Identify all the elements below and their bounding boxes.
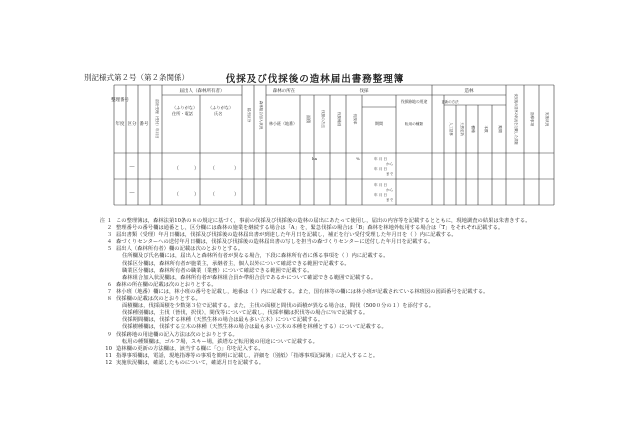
note-item — [90, 353, 565, 360]
row-paren-r: ） — [234, 166, 240, 172]
hdr-tenyo: 転用の種類 — [405, 122, 423, 126]
hdr-bassai: 伐採 — [359, 89, 369, 94]
row-to: 年 月 日 — [374, 167, 388, 171]
note-text: 伐採区分欄は，森林所有者が施業主，承継者主，個人以外について確認できる範囲で記載する。 — [122, 260, 350, 267]
note-number: ８ — [106, 296, 112, 303]
note-item — [90, 332, 565, 339]
note-number: ６ — [106, 281, 112, 288]
row-from: 年 月 日 — [374, 183, 388, 187]
note-item — [90, 268, 565, 275]
hdr-zorin-kikan: 期間 — [498, 125, 502, 133]
column-lines — [126, 85, 539, 205]
hdr-rinshohan: 林小班（地番） — [269, 121, 297, 126]
hdr-honsu: 本数 — [484, 125, 488, 133]
note-item — [90, 275, 565, 282]
hdr-furigana-2: （ふりがな） — [208, 105, 234, 110]
note-text: 住所欄及び氏名欄には，届出人と森林所有者が異なる場合，下段に森林所有者に係る事項を（ ）内に記載する。 — [122, 253, 389, 260]
note-text: 林小班（地番）欄には，林小班の番号を記載し，地番は（ ）内に記載する。また，国有林等の欄には林小班が記載されている林班図の図面番号を記載する。 — [116, 288, 489, 295]
row-dash: ― — [129, 164, 135, 170]
row-kara: から — [386, 188, 394, 192]
table-row — [130, 156, 394, 176]
hdr-jinko: 人工造林 — [449, 122, 453, 136]
hdr-todokede-kubun: 届出区分 — [247, 107, 251, 123]
note-item — [90, 253, 565, 260]
hdr-jusho: 住所・電話 — [172, 111, 193, 116]
note-text: この整理簿は，森林法第10条の８の規定に基づく，事前の伐採及び伐採後の造林の届出にあたって使用し，届出の内容等を記載するとともに，現地調査の結果は朱書きする。 — [116, 218, 531, 224]
note-number: ３ — [106, 232, 112, 239]
row-paren-l: （ — [210, 192, 216, 198]
sheet-title: 伐採及び伐採後の造林届出書務整理簿 — [225, 74, 405, 85]
row-paren-r: ） — [194, 166, 200, 172]
hdr-shorui: 伐採後の造林の状況を記載した書類 — [514, 93, 518, 145]
note-text: 面積欄は，伐採面積を少数第３位で記載する。また，主伐の面積と間伐の面積が異なる場合は，間伐（500０分の１）を添付する。 — [122, 303, 435, 310]
hdr-shubetsu: 伐採種別 — [337, 111, 341, 127]
note-number: 注 １ — [99, 218, 112, 224]
row-to: 年 月 日 — [374, 193, 388, 197]
hdr-kubun: 区分 — [127, 122, 137, 127]
note-text: 伐採欄の記載は次のとおりとする。 — [116, 296, 201, 303]
note-text: 森林の所在欄の記載は次のとおりとする。 — [116, 281, 217, 288]
note-text: 届出書類（受理）年月日欄は，伐採及び伐採後の造林届出書が到達した年月日を記載し，補正を行い受付受理した年月日を（ ）内に記載する。 — [116, 232, 457, 239]
note-item — [90, 346, 565, 353]
hdr-seiri: 整理番号 — [111, 98, 129, 103]
note-number: 10 — [105, 345, 112, 352]
note-text: 伐採跡地の用途欄の記入方法は次のとおりとする。 — [116, 331, 238, 338]
hdr-zorin: 造林 — [464, 89, 474, 94]
note-item — [90, 339, 565, 346]
note-text: 実施状況欄は，確認したものについて，確認月日を記載する。 — [116, 359, 265, 366]
unit-percent: % — [356, 156, 360, 161]
hdr-furigana-1: （ふりがな） — [172, 105, 198, 110]
hdr-nendo: 年度 — [115, 122, 125, 127]
note-item — [90, 261, 565, 268]
hdr-kosin: 更新の方法 — [441, 100, 459, 104]
notes-list — [90, 218, 565, 367]
hdr-bango: 番号 — [139, 122, 149, 127]
hdr-shimei: 氏名 — [214, 111, 223, 116]
hdr-hoho: 伐採の方法 — [321, 110, 325, 128]
note-text: 森林組合加入状況欄は，森林所有者が森林組合員か準組合員であるかについて確認できる範囲で記載する。 — [122, 274, 377, 281]
hdr-menseki: 面積 — [306, 115, 311, 123]
note-text: 森づくりセンターへの送付年月日欄は，伐採及び伐採後の造林届出書の写しを担当の森づくりセンターに送付した年月日を記載する。 — [116, 239, 434, 246]
note-text: 造林欄の更新の方法欄は，該当する欄に「○」印を記入する。 — [116, 345, 264, 352]
hdr-jisshi: 実施状況 — [545, 111, 549, 127]
hdr-kumiai: 森林組合加入状況 — [259, 100, 263, 130]
note-number: 12 — [105, 359, 112, 366]
note-text: 指導事項欄は，電話，現地指導等の事項を簡明に記載し，詳細を（別紙）「指導事項記録簿」に記入すること。 — [116, 352, 379, 359]
note-text: 転用の種類欄は，ゴルフ場，スキー場，鉄塔など転用後の用途について記載する。 — [122, 338, 318, 345]
note-number: ４ — [106, 239, 112, 246]
note-number: ２ — [106, 225, 112, 232]
note-number: 11 — [105, 352, 112, 359]
note-item — [90, 289, 565, 296]
table-row — [130, 182, 394, 202]
note-item — [90, 282, 565, 289]
row-paren-r: ） — [194, 192, 200, 198]
ledger-table — [111, 85, 554, 205]
row-paren-r: ） — [234, 192, 240, 198]
note-number: ９ — [106, 331, 112, 338]
hdr-todokede-nin: 届出人（森林所有者） — [179, 89, 225, 94]
note-text: 届出人（森林所有者）欄の記載は次のとおりとする。 — [116, 246, 244, 253]
hdr-shozai: 森林の所在 — [272, 89, 296, 94]
note-text: 伐採種別欄は，主伐（皆伐，択伐），間伐等について記載し，伐採率欄は択伐等の場合に％で記載する。 — [122, 310, 369, 317]
note-text: 整理番号の番号欄は通番とし，区分欄には森林の施業を継続する場合は「A」を，緊急伐採の場合は「B」森林を林地外転用する場合は「T」をそれぞれ記載する。 — [116, 225, 504, 232]
row-paren-l: （ — [210, 166, 216, 172]
hdr-ritsu: 伐採率 — [353, 113, 357, 125]
row-dash: ― — [129, 190, 135, 196]
note-text: 伐採樹種欄は，伐採する立木の林種（天然生林の場合は最も多い立木の本種を林種とする）について記載する。 — [122, 324, 387, 331]
row-paren-l: （ — [174, 192, 180, 198]
hdr-atochi: 伐採跡地の用途 — [400, 99, 428, 104]
row-made: まで — [386, 172, 394, 176]
hdr-kikan: 期間 — [375, 121, 383, 126]
row-paren-l: （ — [174, 166, 180, 172]
note-item — [90, 324, 565, 331]
form-label: 別記様式第２号（第２条関係） — [84, 73, 189, 82]
hdr-shido: 指導事項 — [530, 111, 534, 127]
unit-ha: ha — [312, 156, 317, 161]
hdr-kishu: 樹種 — [471, 125, 475, 133]
row-made: まで — [386, 198, 394, 202]
row-kara: から — [386, 162, 394, 166]
note-number: ５ — [106, 246, 112, 253]
hdr-tennen: 天然更新 — [460, 122, 464, 136]
note-text: 伐採期間欄は，伐採する林種（天然生林の場合は最も多い立木）について記載する。 — [122, 317, 324, 324]
hdr-uketsuke: 届出受理（受付）年月日 — [155, 99, 159, 139]
note-number: ７ — [106, 288, 112, 295]
row-from: 年 月 日 — [374, 157, 388, 161]
note-text: 職業区分欄は，森林所有者の職業（業務）について確認できる範囲で記載する。 — [122, 267, 313, 274]
note-item — [90, 360, 565, 367]
